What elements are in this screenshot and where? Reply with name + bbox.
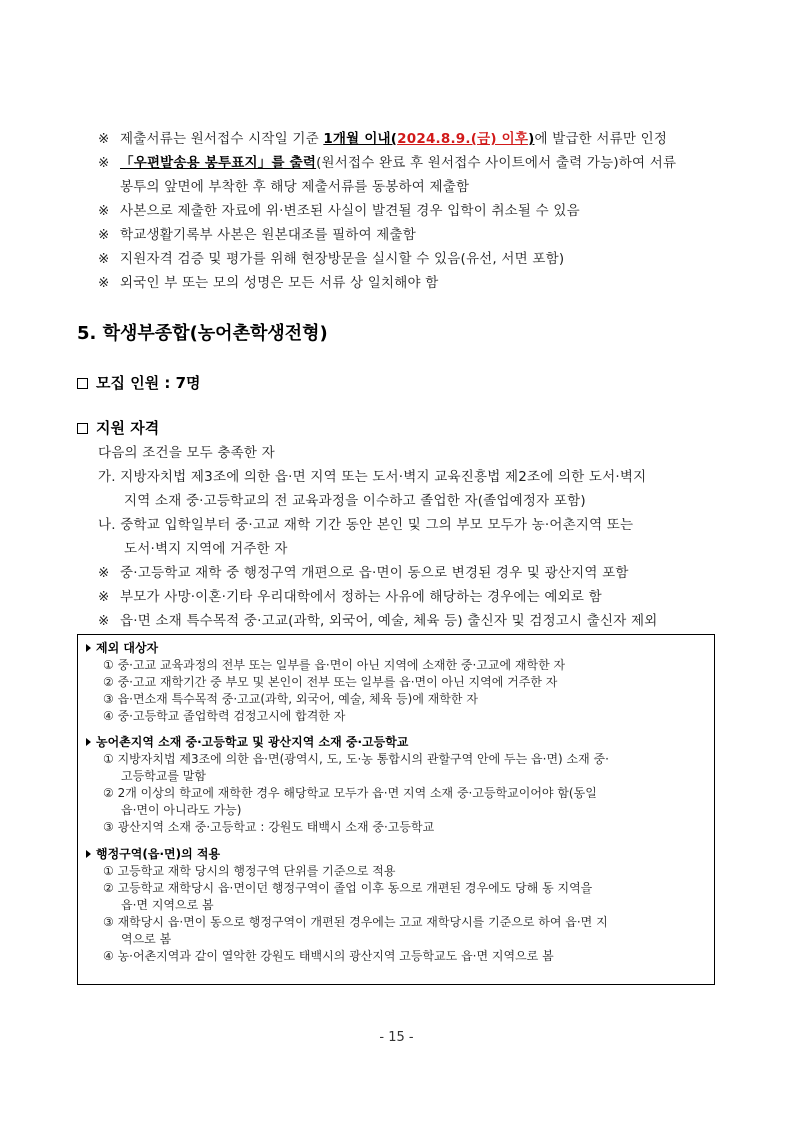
note-forgery — [98, 202, 580, 220]
box-item-cont: 고등학교를 말함 — [121, 769, 206, 783]
box-section-exclusion-title — [86, 640, 158, 656]
note-mark: ※ — [98, 203, 110, 219]
box-item: ② 중·고교 재학기간 중 부모 및 본인이 전부 또는 일부를 읍·면이 아닌 지역에 거주한 자 — [103, 675, 558, 689]
detail-box — [77, 634, 715, 985]
note-mark: ※ — [98, 275, 110, 291]
note-bold: 「우편발송용 봉투표지」를 출력 — [120, 155, 317, 171]
note-bold: 1개월 이내( — [323, 131, 398, 147]
eligibility-label: 지원 자격 — [96, 419, 160, 437]
eligibility-note-2 — [98, 588, 602, 606]
note-envelope — [98, 154, 676, 172]
box-item: ① 고등학교 재학 당시의 행정구역 단위를 기준으로 적용 — [103, 864, 396, 878]
box-item: ③ 광산지역 소재 중·고등학교 : 강원도 태백시 소재 중·고등학교 — [103, 820, 435, 834]
box-item: ③ 읍·면소재 특수목적 중·고교(과학, 외국어, 예술, 체육 등)에 재학한 자 — [103, 692, 478, 706]
box-item: ① 지방자치법 제3조에 의한 읍·면(광역시, 도, 도·농 통합시의 관할구역 안에 두는 읍·면) 소재 중· — [103, 752, 609, 766]
box-item: ④ 농·어촌지역과 같이 열악한 강원도 태백시의 광산지역 고등학교도 읍·면 지역으로 봄 — [103, 949, 554, 963]
page-number: - 15 - — [379, 1030, 414, 1045]
note-mark: ※ — [98, 589, 110, 605]
note-envelope-continued: 봉투의 앞면에 부착한 후 해당 제출서류를 동봉하여 제출함 — [120, 179, 470, 195]
note-text: 에 발급한 서류만 인정 — [534, 131, 668, 147]
eligibility-item-na: 나. 중학교 입학일부터 중·고교 재학 기간 동안 본인 및 그의 부모 모두가 농·어촌지역 또는 — [98, 517, 634, 533]
note-mark: ※ — [98, 155, 110, 171]
note-mark: ※ — [98, 131, 110, 147]
eligibility-item-ga: 가. 지방자치법 제3조에 의한 읍·면 지역 또는 도서·벽지 교육진흥법 제2조에 의한 도서·벽지 — [98, 469, 647, 485]
eligibility-intro: 다음의 조건을 모두 충족한 자 — [98, 445, 275, 461]
note-text: (원서접수 완료 후 원서접수 사이트에서 출력 가능)하여 서류 — [316, 155, 677, 171]
box-item-cont: 역으로 봄 — [121, 932, 172, 946]
note-text: 학교생활기록부 사본은 원본대조를 필하여 제출함 — [120, 227, 417, 243]
box-item-cont: 읍·면이 아니라도 가능) — [121, 803, 242, 817]
triangle-bullet-icon — [86, 738, 91, 746]
checkbox-square-icon — [77, 378, 88, 389]
note-text: 부모가 사망·이혼·기타 우리대학에서 정하는 사유에 해당하는 경우에는 예외로 함 — [120, 589, 602, 605]
box-item-cont: 읍·면 지역으로 봄 — [121, 898, 214, 912]
box-item: ④ 중·고등학교 졸업학력 검정고시에 합격한 자 — [103, 709, 346, 723]
eligibility-note-1 — [98, 564, 629, 582]
note-text: 중·고등학교 재학 중 행정구역 개편으로 읍·면이 동으로 변경된 경우 및 광산지역 포함 — [120, 565, 629, 581]
eligibility-note-3 — [98, 612, 657, 630]
box-item: ③ 재학당시 읍·면이 동으로 행정구역이 개편된 경우에는 고교 재학당시를 기준으로 하여 읍·면 지 — [103, 915, 608, 929]
note-mark: ※ — [98, 227, 110, 243]
eligibility-heading — [77, 417, 159, 438]
note-site-visit — [98, 250, 564, 268]
triangle-bullet-icon — [86, 644, 91, 652]
note-text: 외국인 부 또는 모의 성명은 모든 서류 상 일치해야 함 — [120, 275, 439, 291]
eligibility-item-ga-cont: 지역 소재 중·고등학교의 전 교육과정을 이수하고 졸업한 자(졸업예정자 포함) — [124, 493, 586, 509]
note-text: 제출서류는 원서접수 시작일 기준 — [120, 131, 324, 147]
box-section-title: 농어촌지역 소재 중·고등학교 및 광산지역 소재 중·고등학교 — [96, 735, 409, 749]
note-mark: ※ — [98, 251, 110, 267]
note-text: 사본으로 제출한 자료에 위·변조된 사실이 발견될 경우 입학이 취소될 수 있음 — [120, 203, 580, 219]
note-bold-close: ) — [528, 131, 535, 147]
box-item: ① 중·고교 교육과정의 전부 또는 일부를 읍·면이 아닌 지역에 소재한 중·고교에 재학한 자 — [103, 658, 566, 672]
note-date: 2024.8.9.(금) 이후 — [397, 131, 529, 147]
box-section-title: 제외 대상자 — [96, 641, 159, 655]
note-document-validity — [98, 130, 667, 148]
note-mark: ※ — [98, 613, 110, 629]
box-section-district-title — [86, 846, 220, 862]
box-item: ② 2개 이상의 학교에 재학한 경우 해당학교 모두가 읍·면 지역 소재 중·고등학교이어야 함(동일 — [103, 786, 597, 800]
note-foreign-parent — [98, 274, 438, 292]
box-section-school-title — [86, 734, 408, 750]
eligibility-item-na-cont: 도서·벽지 지역에 거주한 자 — [124, 541, 288, 557]
box-item: ② 고등학교 재학당시 읍·면이던 행정구역이 졸업 이후 동으로 개편된 경우에도 당해 동 지역을 — [103, 881, 593, 895]
box-section-title: 행정구역(읍·면)의 적용 — [96, 847, 221, 861]
recruit-label: 모집 인원 : 7명 — [96, 374, 201, 392]
checkbox-square-icon — [77, 423, 88, 434]
note-mark: ※ — [98, 565, 110, 581]
section-title: 5. 학생부종합(농어촌학생전형) — [77, 323, 328, 344]
recruit-heading — [77, 372, 201, 393]
note-text: 읍·면 소재 특수목적 중·고교(과학, 외국어, 예술, 체육 등) 출신자 및 검정고시 출신자 제외 — [120, 613, 658, 629]
note-text: 지원자격 검증 및 평가를 위해 현장방문을 실시할 수 있음(유선, 서면 포함) — [120, 251, 565, 267]
triangle-bullet-icon — [86, 850, 91, 858]
note-record-copy — [98, 226, 416, 244]
